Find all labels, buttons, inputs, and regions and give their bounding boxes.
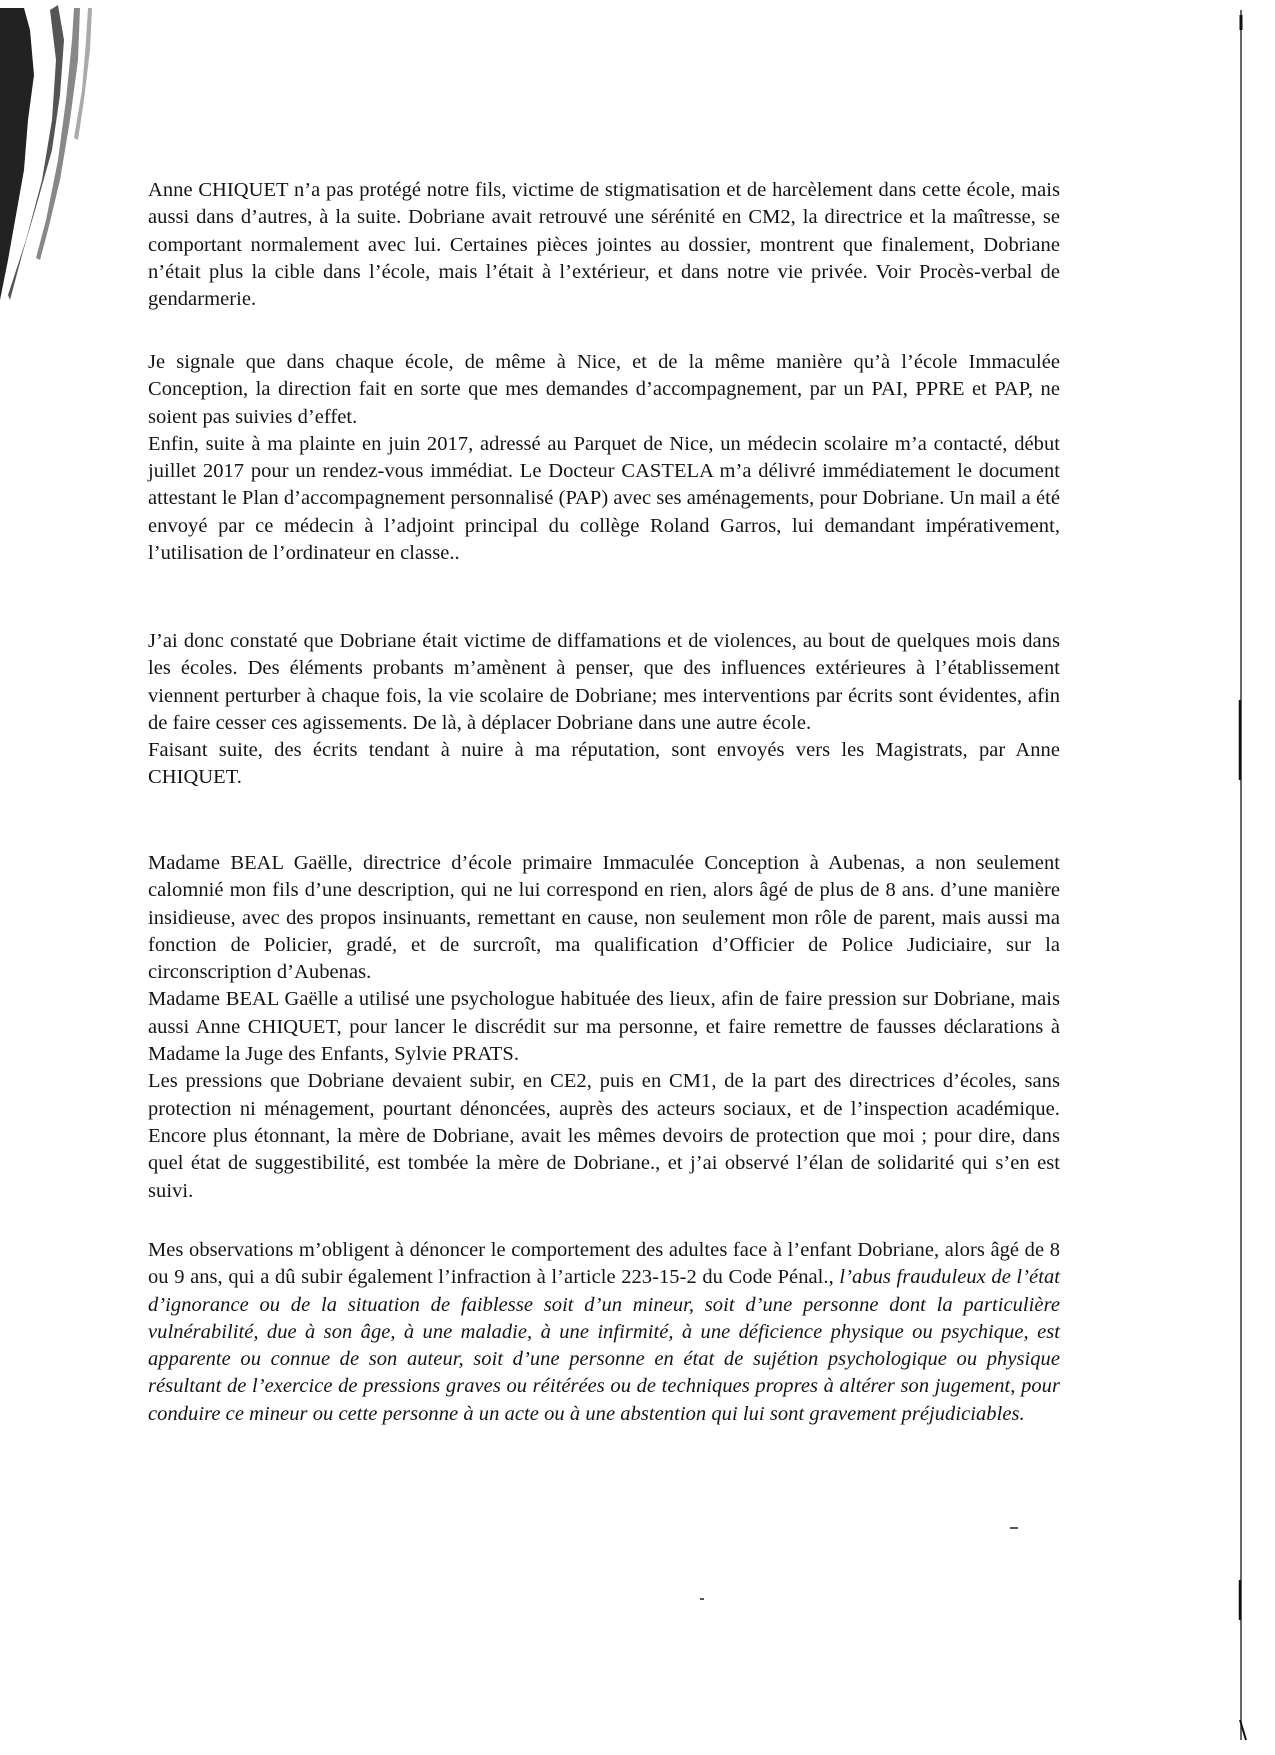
paragraph-text: Anne CHIQUET n’a pas protégé notre fils, victime de stigmatisation et de harcèlement dans cette école, mais aussi dans d’autres, à la suite. Dobriane avait retrouvé une sérénité en CM2, la directrice et la maîtresse, se comportant normalement avec lui. Certaines pièces jointes au dossier, montrent que finalement, Dobriane n’était plus la cible dans l’école, mais l’était à l’extérieur, et dans notre vie privée. Voir Procès-verbal de gendarmerie. xyxy=(148,179,1060,311)
scan-speck xyxy=(700,1598,704,1600)
scan-binding-shadow xyxy=(0,0,110,300)
paragraph-text: Enfin, suite à ma plainte en juin 2017, adressé au Parquet de Nice, un médecin scolaire m’a contacté, début juillet 2017 pour un rendez-vous immédiat. Le Docteur CASTELA m’a délivré immédiatement le document attestant le Plan d’accompagnement personnalisé (PAP) avec ses aménagements, pour Dobriane. Un mail a été envoyé par ce médecin à l’adjoint principal du collège Roland Garros, lui demandant impérativement, l’utilisation de l’ordinateur en classe.. xyxy=(148,432,1060,565)
paragraph-text: Les pressions que Dobriane devaient subir, en CE2, puis en CM1, de la part des directrices d’écoles, sans protection ni ménagement, pourtant dénoncées, auprès des acteurs sociaux, et de l’inspection académique. Encore plus étonnant, la mère de Dobriane, avait les mêmes devoirs de protection que moi ; pour dire, dans quel état de suggestibilité, est tombée la mère de Dobriane., et j’ai observé l’élan de solidarité qui s’en est suivi. xyxy=(148,1070,1060,1202)
scan-speck xyxy=(1010,1527,1018,1529)
legal-quote: l’abus frauduleux de l’état d’ignorance ou de la situation de faiblesse soit d’un mineur, soit d’une personne dont la particulière vulnérabilité, due à son âge, à une maladie, à une infirmité, à une déficience physique ou psychique, est apparente ou connue de son auteur, soit d’une personne en état de sujétion psychologique ou physique résultant de l’exercice de pressions graves ou réitérées ou de techniques propres à altérer son jugement, pour conduire ce mineur ou cette personne à un acte ou à une abstention qui lui sont gravement préjudiciables. xyxy=(148,1266,1060,1425)
paragraph-text: Madame BEAL Gaëlle, directrice d’école primaire Immaculée Conception à Aubenas, a non seulement calomnié mon fils d’une description, qui ne lui correspond en rien, alors âgé de plus de 8 ans. d’une manière insidieuse, avec des propos insinuants, remettant en cause, non seulement mon rôle de parent, mais aussi ma fonction de Policier, gradé, et de surcroît, ma qualification d’Officier de Police Judiciaire, sur la circonscription d’Aubenas. xyxy=(148,852,1060,984)
paragraph-5 xyxy=(148,1237,1060,1428)
paragraph-text: J’ai donc constaté que Dobriane était victime de diffamations et de violences, au bout de quelques mois dans les écoles. Des éléments probants m’amènent à penser, que des influences extérieures à l’établissement viennent perturber à chaque fois, la vie scolaire de Dobriane; mes interventions par écrits sont évidentes, afin de faire cesser ces agissements. De là, à déplacer Dobriane dans une autre école. xyxy=(148,630,1060,734)
paragraph-1 xyxy=(148,177,1060,313)
paragraph-text: Je signale que dans chaque école, de même à Nice, et de la même manière qu’à l’école Immaculée Conception, la direction fait en sorte que mes demandes d’accompagnement, par un PAI, PPRE et PAP, ne soient pas suivies d’effet. xyxy=(148,351,1060,428)
paragraph-3 xyxy=(148,628,1060,792)
scan-edge-line xyxy=(1236,0,1275,1755)
article-reference: Mes observations m’obligent à dénoncer le comportement des adultes face à l’enfant Dobriane, alors âgé de 8 ou 9 ans, qui a dû subir également l’infraction à l’article 223-15-2 du Code Pénal., xyxy=(148,1239,1060,1289)
paragraph-text: Faisant suite, des écrits tendant à nuire à ma réputation, sont envoyés vers les Magistrats, par Anne CHIQUET. xyxy=(148,739,1060,789)
paragraph-4 xyxy=(148,850,1060,1205)
paragraph-text: Madame BEAL Gaëlle a utilisé une psychologue habituée des lieux, afin de faire pression sur Dobriane, mais aussi Anne CHIQUET, pour lancer le discrédit sur ma personne, et faire remettre de fausses déclarations à Madame la Juge des Enfants, Sylvie PRATS. xyxy=(148,988,1060,1066)
paragraph-text xyxy=(148,1237,1060,1428)
paragraph-2 xyxy=(148,349,1060,567)
